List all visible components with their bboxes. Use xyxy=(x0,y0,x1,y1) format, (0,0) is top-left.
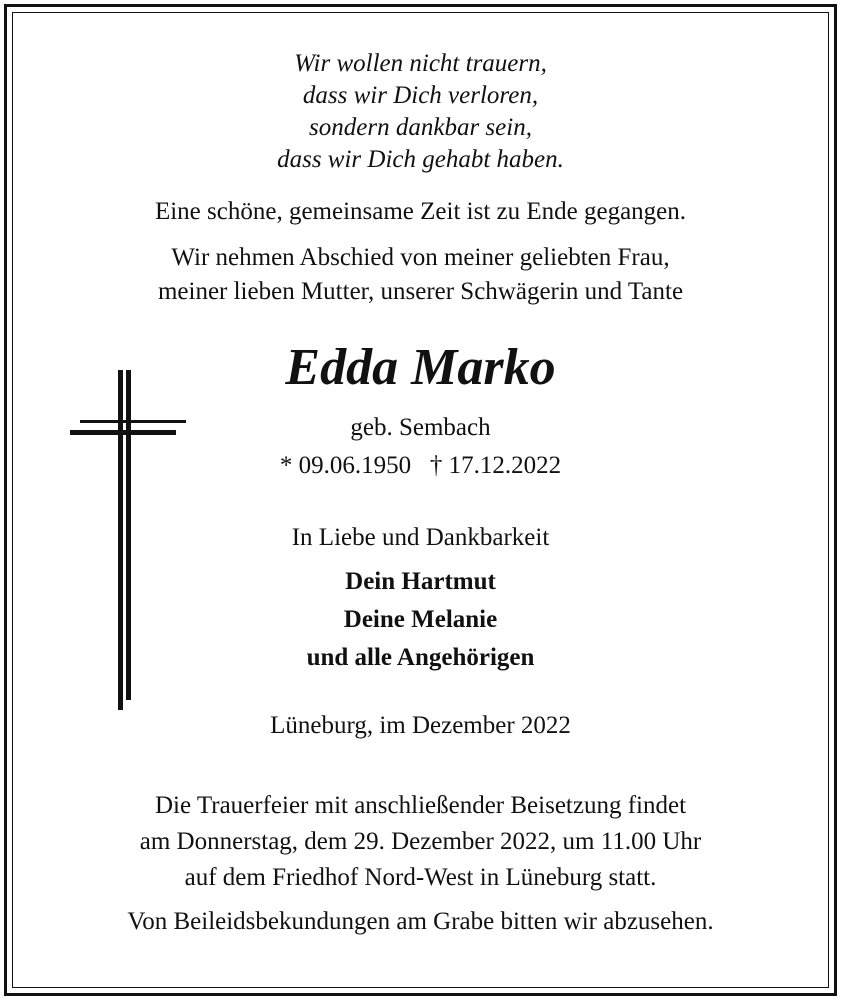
farewell-line: Wir nehmen Abschied von meiner geliebten Frau, xyxy=(171,244,670,271)
mourner-name: und alle Angehörigen xyxy=(306,644,535,671)
closing-note: Von Beileidsbekundungen am Grabe bitten wir abzusehen. xyxy=(127,908,714,935)
funeral-line: auf dem Friedhof Nord-West in Lüneburg statt. xyxy=(184,864,657,891)
mourners-intro: In Liebe und Dankbarkeit xyxy=(291,524,550,551)
mourner-name: Deine Melanie xyxy=(343,606,498,633)
deceased-name: Edda Marko xyxy=(285,339,556,396)
intro-text: Eine schöne, gemeinsame Zeit ist zu Ende gegangen. xyxy=(154,198,687,225)
poem-line: Wir wollen nicht trauern, xyxy=(294,50,547,77)
life-dates: * 09.06.1950 † 17.12.2022 xyxy=(279,452,562,479)
poem-line: sondern dankbar sein, xyxy=(309,114,532,141)
farewell-line: meiner lieben Mutter, unserer Schwägerin und Tante xyxy=(157,278,684,305)
place-date: Lüneburg, im Dezember 2022 xyxy=(270,712,571,739)
funeral-line: am Donnerstag, dem 29. Dezember 2022, um 11.00 Uhr xyxy=(139,828,702,855)
poem-line: dass wir Dich verloren, xyxy=(302,82,539,109)
poem-line: dass wir Dich gehabt haben. xyxy=(277,146,564,173)
funeral-line: Die Trauerfeier mit anschließender Beisetzung findet xyxy=(154,792,687,819)
mourner-name: Dein Hartmut xyxy=(345,568,496,595)
maiden-name: geb. Sembach xyxy=(350,414,491,441)
